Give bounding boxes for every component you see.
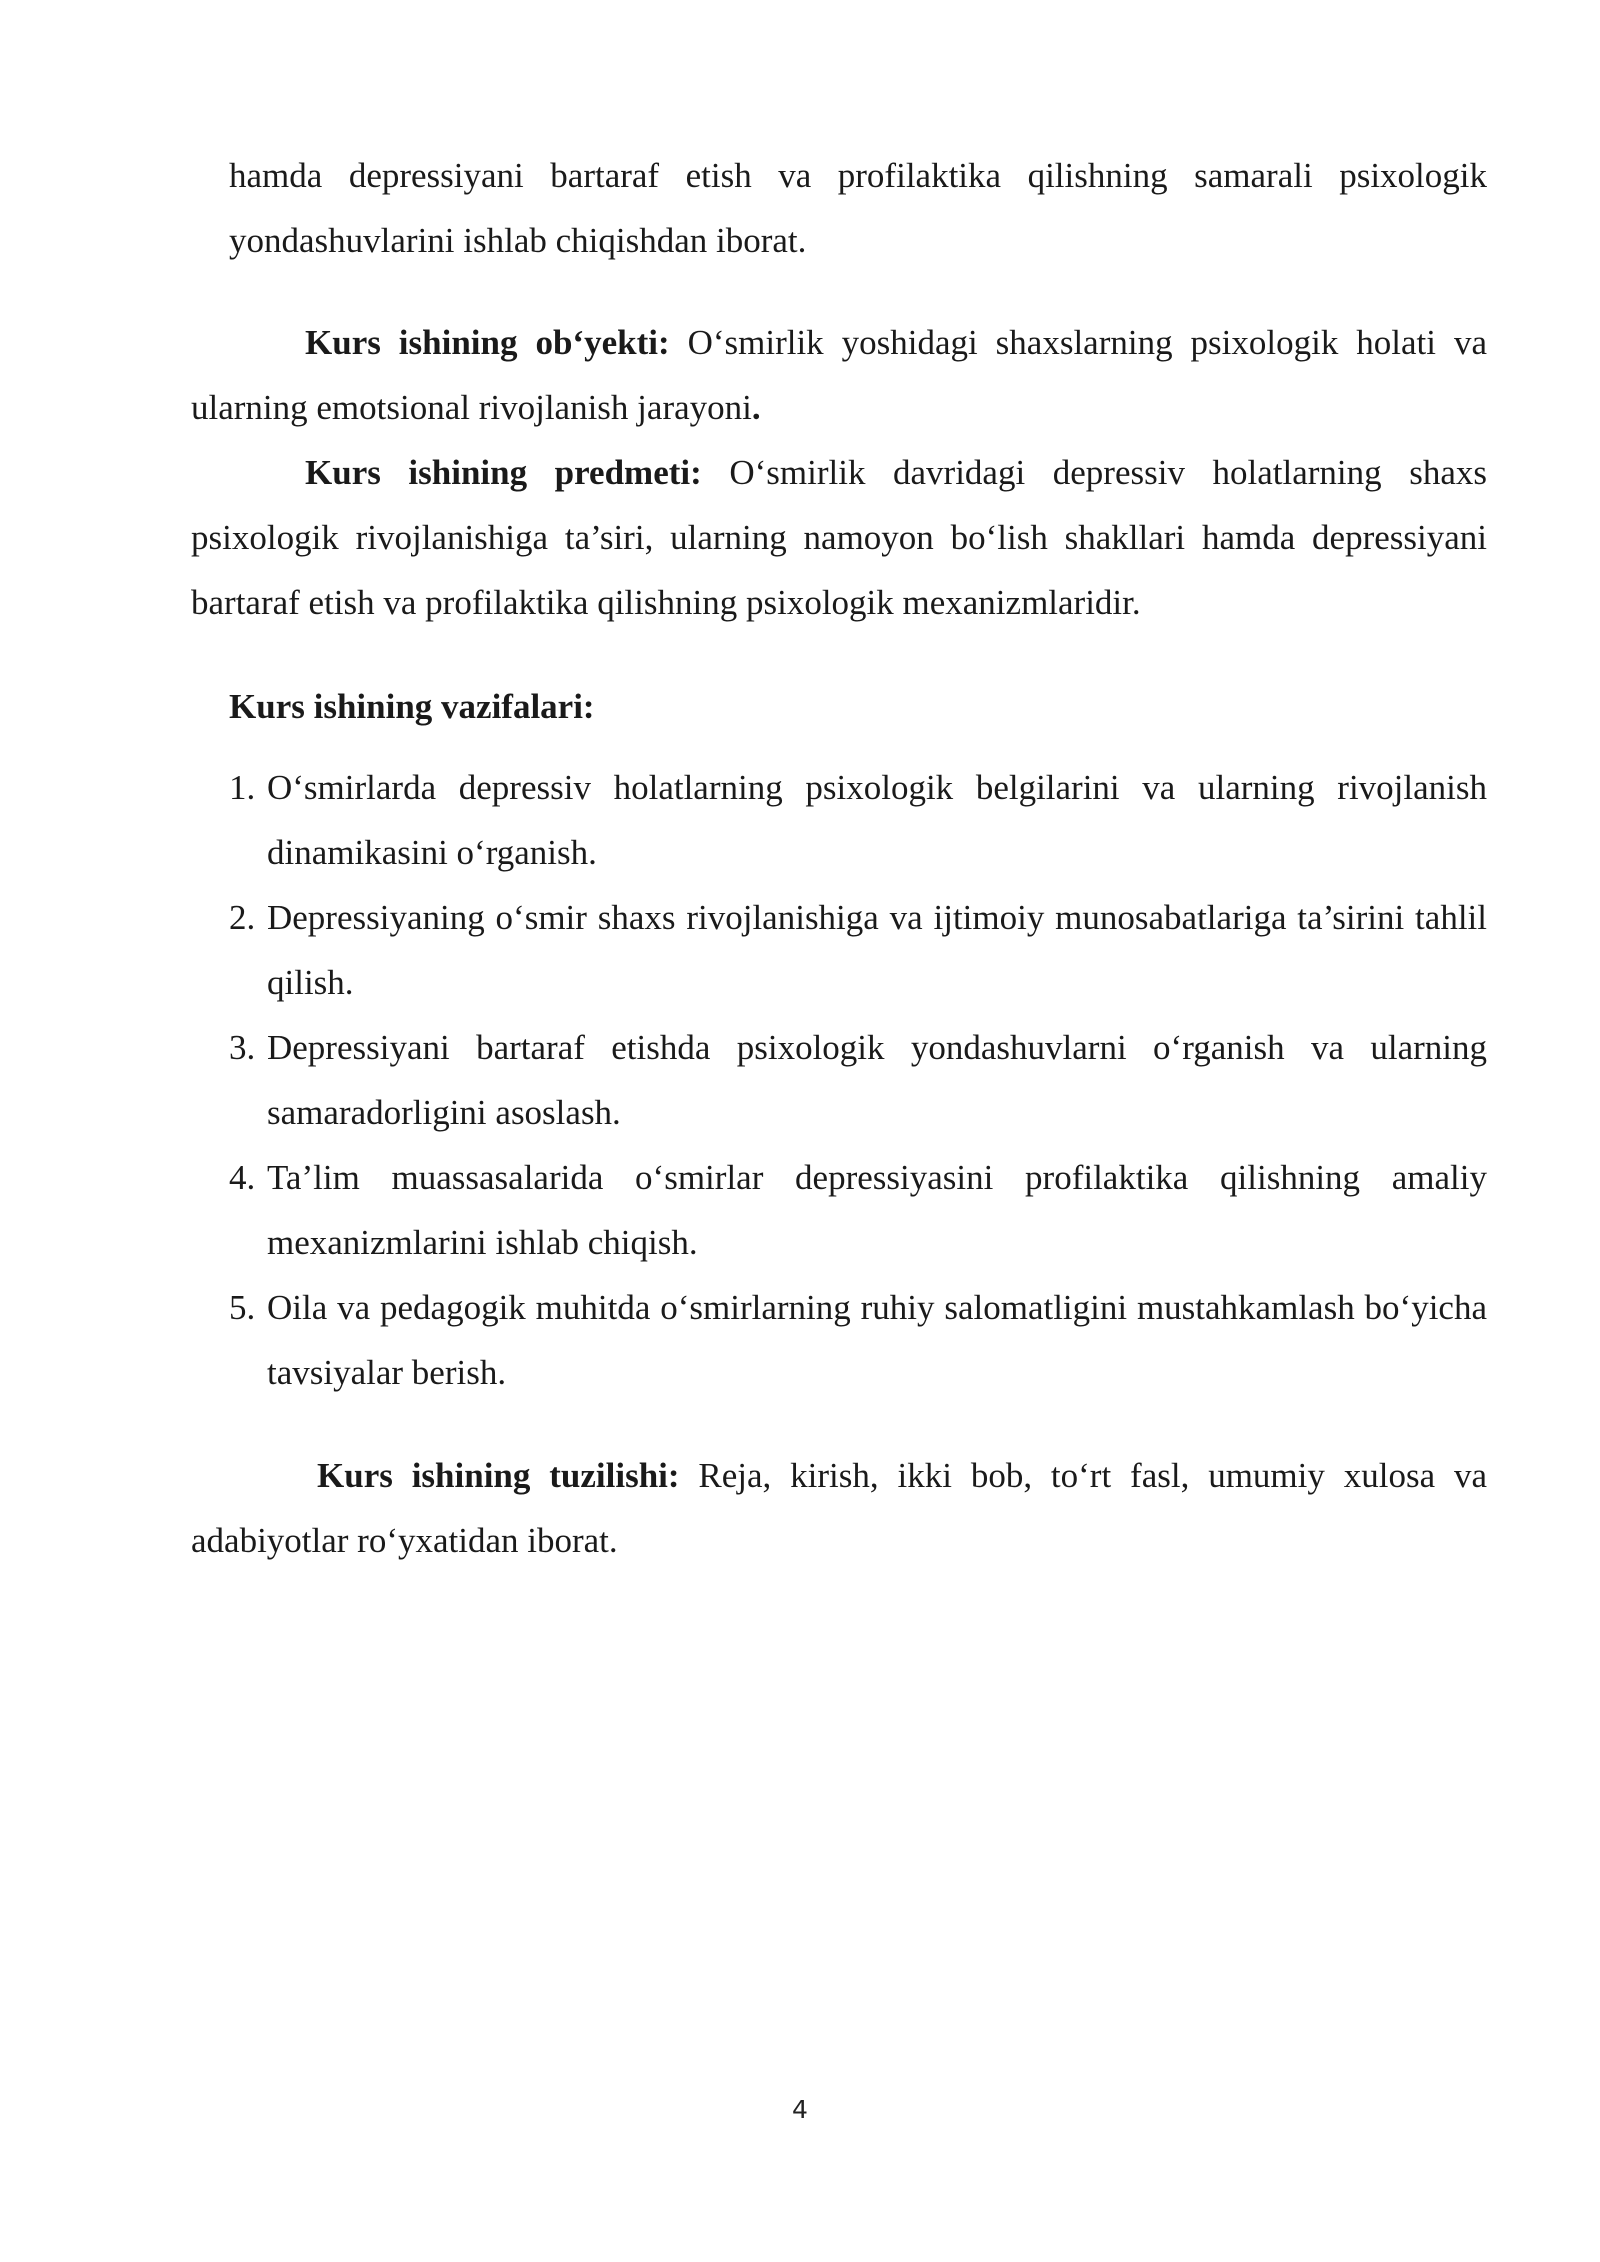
object-label: Kurs ishining ob‘yekti: xyxy=(305,323,670,362)
tasks-list xyxy=(229,755,1487,1405)
subject-paragraph xyxy=(191,440,1487,635)
list-item: 1. O‘smirlarda depressiv holatlarning psixologik belgilarini va ularning rivojlanish dinamikasini o‘rganish. xyxy=(229,768,1487,872)
structure-paragraph xyxy=(191,1443,1487,1573)
intro-continuation: hamda depressiyani bartaraf etish va profilaktika qilishning samarali psixologik yondashuvlarini ishlab chiqishdan iborat. xyxy=(229,156,1487,260)
object-paragraph xyxy=(191,310,1487,440)
structure-label: Kurs ishining tuzilishi: xyxy=(317,1456,680,1495)
page-number: 4 xyxy=(792,2095,808,2124)
object-end: . xyxy=(751,388,761,427)
subject-label: Kurs ishining predmeti: xyxy=(305,453,702,492)
list-item: 5. Oila va pedagogik muhitda o‘smirlarning ruhiy salomatligini mustahkamlash bo‘yicha tavsiyalar berish. xyxy=(229,1288,1487,1392)
structure-text: Reja, kirish, ikki bob, to‘rt fasl, umumiy xulosa va adabiyotlar ro‘yxatidan iborat. xyxy=(191,1456,1488,1560)
tasks-heading: Kurs ishining vazifalari: xyxy=(229,687,595,726)
list-item: 4. Ta’lim muassasalarida o‘smirlar depressiyasini profilaktika qilishning amaliy mexanizmlarini ishlab chiqish. xyxy=(229,1158,1487,1262)
list-item: 3. Depressiyani bartaraf etishda psixologik yondashuvlarni o‘rganish va ularning samaradorligini asoslash. xyxy=(229,1028,1487,1132)
list-item: 2. Depressiyaning o‘smir shaxs rivojlanishiga va ijtimoiy munosabatlariga ta’sirini tahlil qilish. xyxy=(229,898,1487,1002)
object-text: O‘smirlik yoshidagi shaxslarning psixologik holati va ularning emotsional rivojlanish jarayoni xyxy=(191,323,1487,427)
subject-text: O‘smirlik davridagi depressiv holatlarning shaxs psixologik rivojlanishiga ta’siri, ularning namoyon bo‘lish shakllari hamda depressiyani bartaraf etish va profilaktika qilishning psixologik mexanizmlaridir. xyxy=(191,453,1487,622)
